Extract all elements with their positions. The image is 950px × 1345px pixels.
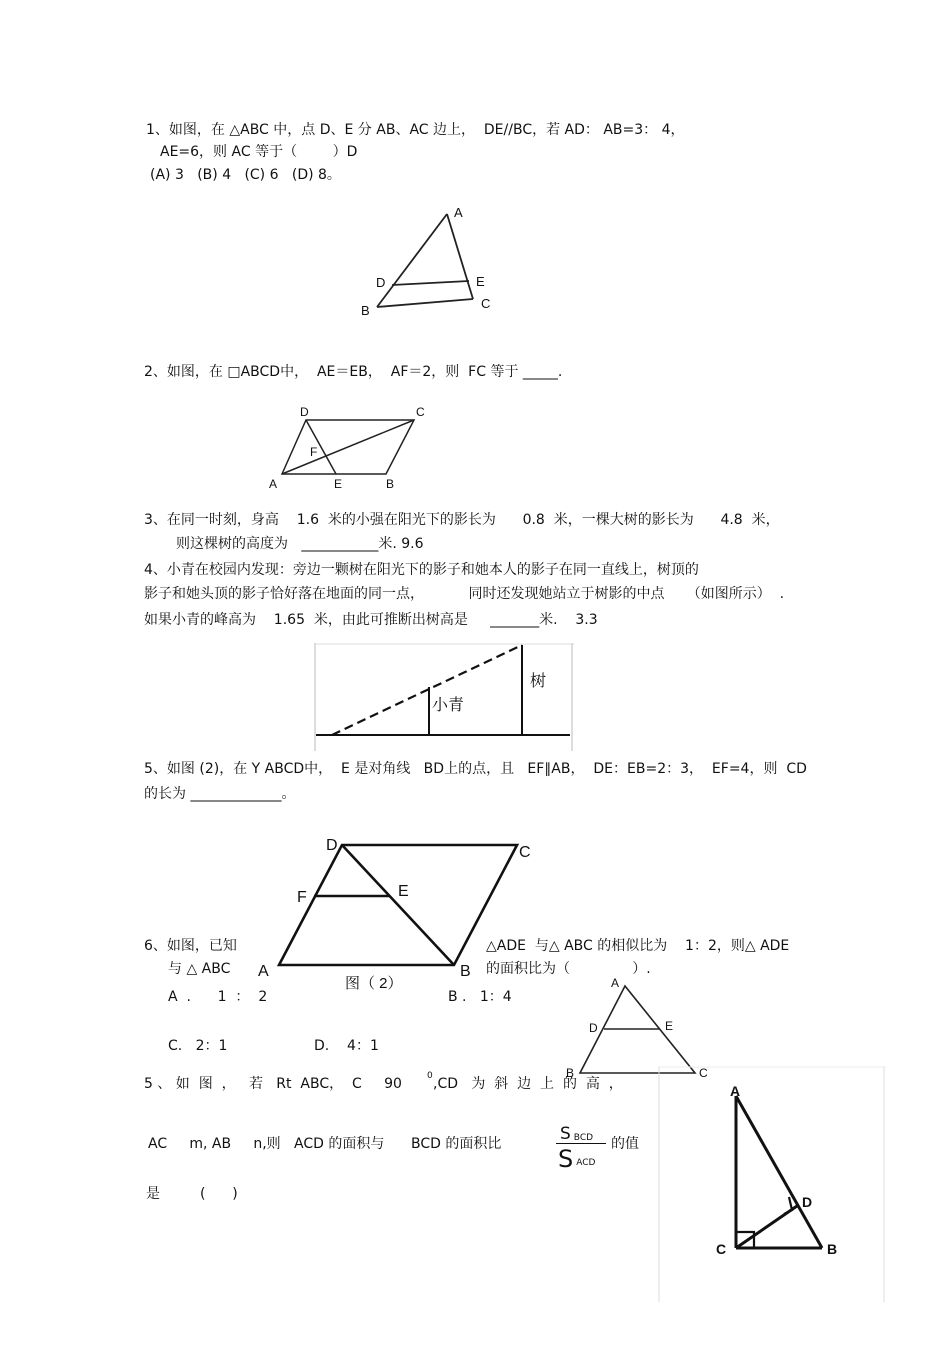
q2-line1: 2、如图，在 □ABCD中， AE＝EB， AF＝2，则 FC 等于 _____. xyxy=(144,364,563,380)
q2-parallelogram-figure xyxy=(262,402,442,494)
q2-label-a: A xyxy=(269,477,278,491)
q4-label-person: 小青 xyxy=(432,697,465,714)
q6-label-c: C xyxy=(699,1066,708,1080)
q5b-label-c: C xyxy=(716,1241,727,1257)
q5b-line2: AC m, AB n,则 ACD 的面积与 BCD 的面积比 xyxy=(148,1136,502,1152)
q1-label-b: B xyxy=(361,303,370,318)
q1-options: (A) 3 (B) 4 (C) 6 (D) 8。 xyxy=(150,167,341,183)
q1-line2: AE=6，则 AC 等于（ ）D xyxy=(160,144,358,160)
q5a-label-a: A xyxy=(258,963,269,980)
fraction-bar xyxy=(556,1143,606,1144)
q2-label-c: C xyxy=(416,405,425,419)
q2-label-e: E xyxy=(334,477,343,491)
q3-line2: 则这棵树的高度为 ___________米. 9.6 xyxy=(176,536,424,552)
q5a-label-e: E xyxy=(398,883,409,900)
q4-line3: 如果小青的峰高为 1.65 米，由此可推断出树高是 _______米. 3.3 xyxy=(144,612,598,628)
q1-triangle-figure xyxy=(355,200,505,325)
q4-shadow-figure xyxy=(314,643,574,751)
q6-option-c: C. 2：1 xyxy=(168,1038,228,1054)
q6-option-a: A . 1 ： 2 xyxy=(168,989,268,1005)
q5b-label-d: D xyxy=(802,1194,813,1210)
q1-label-e: E xyxy=(476,274,485,289)
q5a-label-d: D xyxy=(326,837,338,854)
fraction-denominator-sub: ACD xyxy=(576,1158,596,1168)
q4-line1: 4、小青在校园内发现：旁边一颗树在阳光下的影子和她本人的影子在同一直线上，树顶的 xyxy=(144,562,699,578)
q2-label-b: B xyxy=(386,477,395,491)
q2-label-f: F xyxy=(310,445,318,459)
q4-line2: 影子和她头顶的影子恰好落在地面的同一点， 同时还发现她站立于树影的中点 （如图所示） . xyxy=(144,586,785,602)
q5b-line1: 5 、 如 图 ， 若 Rt ABC， C 90 xyxy=(144,1076,402,1092)
q6-line1-start: 6、如图，已知 xyxy=(144,938,237,954)
q2-label-d: D xyxy=(300,405,309,419)
q6-line2-start: 与 △ ABC xyxy=(168,961,231,977)
q6-line2-end: 的面积比为（ ）. xyxy=(486,961,651,977)
fraction-numerator-sub: BCD xyxy=(573,1133,594,1143)
q5a-label-c: C xyxy=(519,844,531,861)
q3-line1: 3、在同一时刻，身高 1.6 米的小强在阳光下的影长为 0.8 米，一棵大树的影长为 4.8 米， xyxy=(144,512,780,528)
q5b-label-a: A xyxy=(730,1083,741,1099)
q1-label-c: C xyxy=(481,296,491,311)
fraction-denominator: S xyxy=(558,1145,574,1173)
q5a-label-b: B xyxy=(460,963,471,980)
q6-label-e: E xyxy=(665,1019,674,1033)
q1-label-a: A xyxy=(454,205,463,220)
q5a-line1: 5、如图 (2)，在 Y ABCD中， E 是对角线 BD上的点，且 EF∥AB， DE：EB=2：3， EF=4，则 CD xyxy=(144,761,807,777)
q6-option-d: D. 4：1 xyxy=(314,1038,379,1054)
q6-label-d: D xyxy=(589,1021,598,1035)
q5a-label-f: F xyxy=(297,889,307,906)
area-ratio-fraction xyxy=(556,1124,608,1176)
q5a-figure-caption: 图（ 2） xyxy=(345,975,403,992)
q6-option-b: B . 1：4 xyxy=(448,989,512,1005)
q4-label-tree: 树 xyxy=(530,673,547,690)
q5b-line3: 是 ( ) xyxy=(146,1186,238,1202)
q5a-line2: 的长为 _____________。 xyxy=(144,786,296,802)
q5b-label-b: B xyxy=(827,1241,838,1257)
q6-line1-end: △ADE 与△ ABC 的相似比为 1：2，则△ ADE xyxy=(486,938,790,954)
fraction-numerator: S xyxy=(560,1124,571,1144)
q6-label-a: A xyxy=(611,976,620,990)
q6-label-b: B xyxy=(566,1066,575,1080)
q5b-line2-end: 的值 xyxy=(611,1136,639,1152)
q5b-right-triangle-figure xyxy=(658,1066,886,1302)
q5b-line1-end: ,CD 为 斜 边 上 的 高 ， xyxy=(433,1076,623,1092)
q1-line1: 1、如图，在 △ABC 中，点 D、E 分 AB、AC 边上， DE//BC，若 AD： AB=3： 4， xyxy=(146,122,685,138)
q5b-degree-superscript: 0 xyxy=(427,1071,433,1081)
q1-label-d: D xyxy=(376,275,386,290)
